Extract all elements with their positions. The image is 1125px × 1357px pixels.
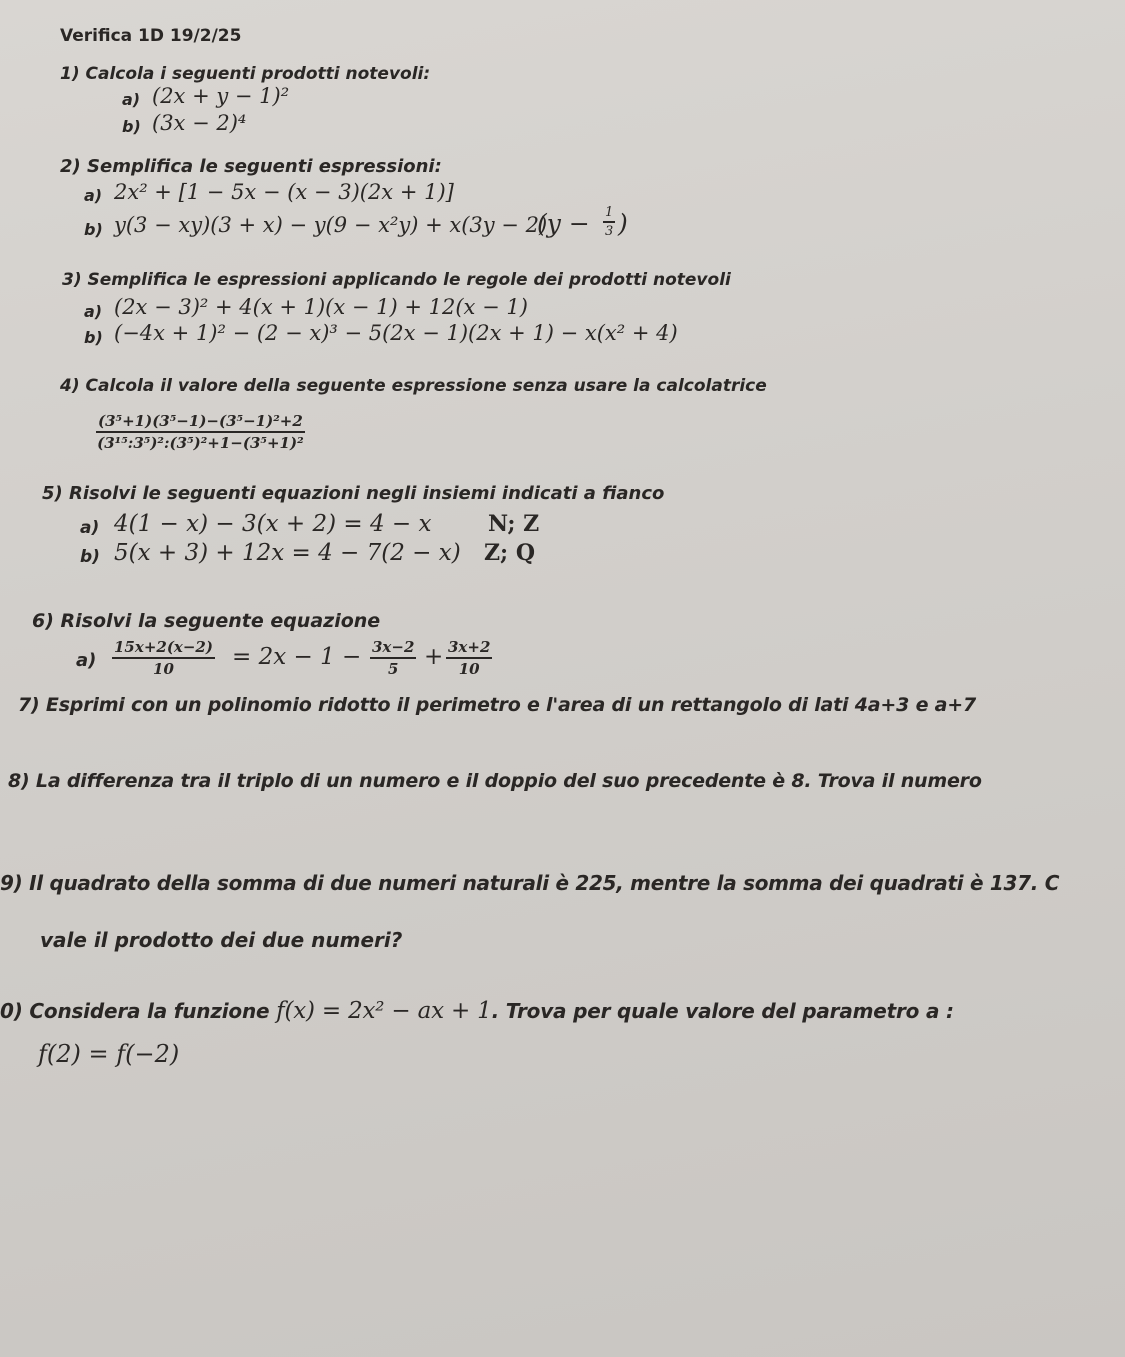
question-2b-label: b) [84, 220, 103, 239]
question-2b-fraction-denominator: 3 [605, 224, 614, 239]
question-1b-expression: (3x − 2)⁴ [152, 111, 247, 135]
question-5a-label: a) [80, 518, 100, 538]
question-3a-label: a) [84, 302, 103, 321]
question-6-fraction-2-denominator: 5 [387, 660, 399, 678]
question-1a-expression: (2x + y − 1)² [152, 84, 290, 108]
question-3b-label: b) [84, 328, 103, 347]
question-6-title: 6) Risolvi la seguente equazione [32, 610, 381, 632]
question-5b-sets: Z; Q [484, 540, 536, 566]
question-5a-expression: 4(1 − x) − 3(x + 2) = 4 − x [114, 511, 432, 537]
question-10-rest-text: . Trova per quale valore del parametro a : [491, 999, 954, 1023]
question-6-fraction-1-numerator: 15x+2(x−2) [112, 638, 215, 659]
question-6-fraction-3 [446, 638, 492, 678]
question-5-title: 5) Risolvi le seguenti equazioni negli insiemi indicati a fianco [42, 483, 665, 504]
question-2b-fraction-numerator: 1 [603, 205, 615, 223]
question-9-line-2: vale il prodotto dei due numeri? [40, 928, 403, 952]
worksheet-header: Verifica 1D 19/2/25 [60, 26, 242, 46]
question-2b-fraction [603, 205, 615, 239]
question-5b-label: b) [80, 547, 100, 567]
question-4-title: 4) Calcola il valore della seguente espressione senza usare la calcolatrice [60, 376, 767, 396]
question-6-fraction-1-denominator: 10 [153, 660, 174, 678]
question-2a-expression: 2x² + [1 − 5x − (x − 3)(2x + 1)] [114, 180, 454, 204]
question-1b-label: b) [122, 117, 141, 136]
question-6a-label: a) [76, 650, 97, 671]
question-6-fraction-2-numerator: 3x−2 [370, 638, 416, 659]
question-2b-paren-close: ) [618, 209, 628, 238]
question-1a-label: a) [122, 90, 141, 109]
question-10-intro-text: 0) Considera la funzione [0, 999, 277, 1023]
question-4-numerator: (3⁵+1)(3⁵−1)−(3⁵−1)²+2 [96, 412, 305, 433]
question-6-middle-terms: = 2x − 1 − [232, 644, 362, 670]
question-6-fraction-1 [112, 638, 215, 678]
question-5b-expression: 5(x + 3) + 12x = 4 − 7(2 − x) [114, 540, 461, 566]
question-7-text: 7) Esprimi con un polinomio ridotto il perimetro e l'area di un rettangolo di lati 4a+3 e a+7 [18, 694, 977, 716]
question-10-condition: f(2) = f(−2) [38, 1040, 180, 1068]
question-2a-label: a) [84, 186, 103, 205]
question-9-line-1: 9) Il quadrato della somma di due numeri naturali è 225, mentre la somma dei quadrati è 137. C [0, 871, 1060, 895]
question-6-plus-sign: + [424, 644, 444, 670]
question-4-fraction [96, 412, 305, 452]
question-2b-expression: y(3 − xy)(3 + x) − y(9 − x²y) + x(3y − 2) [114, 213, 548, 237]
question-6-fraction-2 [370, 638, 416, 678]
question-2-title: 2) Semplifica le seguenti espressioni: [60, 156, 442, 177]
question-2b-paren-open: (y − [537, 209, 590, 238]
question-8-text: 8) La differenza tra il triplo di un numero e il doppio del suo precedente è 8. Trova il numero [8, 770, 982, 792]
question-1-title: 1) Calcola i seguenti prodotti notevoli: [60, 64, 431, 84]
question-6-fraction-3-numerator: 3x+2 [446, 638, 492, 659]
question-3b-expression: (−4x + 1)² − (2 − x)³ − 5(2x − 1)(2x + 1) − x(x² + 4) [114, 321, 678, 345]
question-10-function: f(x) = 2x² − ax + 1 [276, 998, 492, 1024]
question-3a-expression: (2x − 3)² + 4(x + 1)(x − 1) + 12(x − 1) [114, 295, 528, 319]
question-3-title: 3) Semplifica le espressioni applicando le regole dei prodotti notevoli [62, 270, 731, 290]
question-5a-sets: N; Z [488, 511, 540, 537]
question-6-fraction-3-denominator: 10 [458, 660, 480, 678]
question-10-line-1 [0, 998, 954, 1024]
question-4-denominator: (3¹⁵:3⁵)²:(3⁵)²+1−(3⁵+1)² [97, 434, 304, 452]
